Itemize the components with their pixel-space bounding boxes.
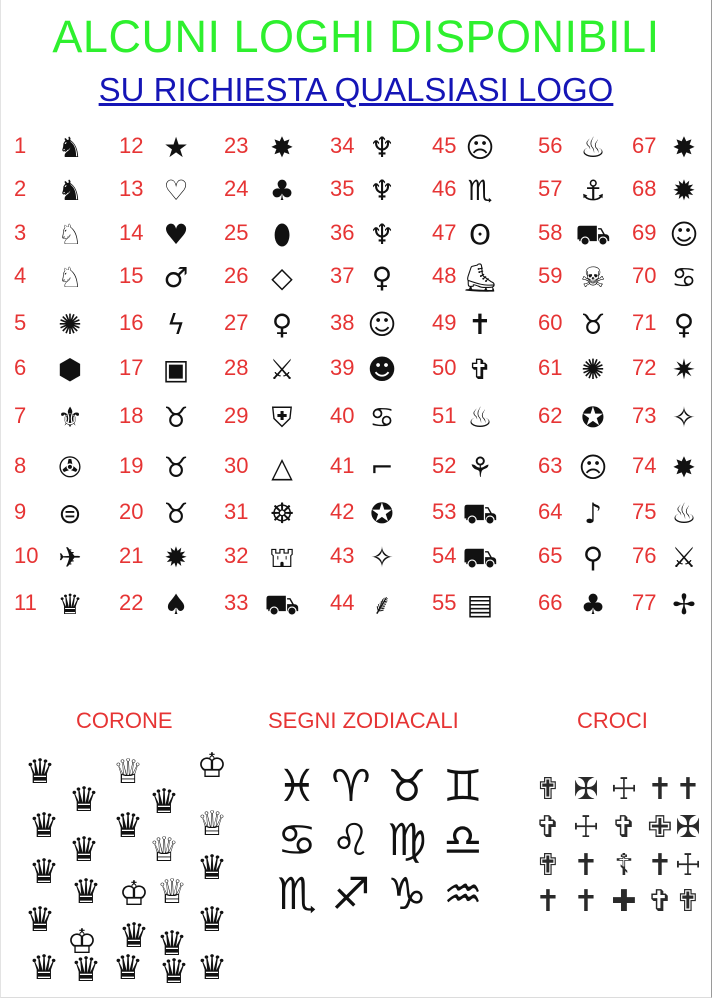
rottweiler-icon: ✪ bbox=[581, 401, 605, 434]
cross-icon: ☩ bbox=[572, 810, 600, 845]
logo-number-21: 21 bbox=[119, 543, 144, 568]
star-icon: ★ bbox=[163, 131, 189, 164]
logo-number-65: 65 bbox=[538, 543, 563, 568]
cartoon-head-icon: ☻ bbox=[367, 353, 397, 386]
cross-icon: ✟ bbox=[675, 884, 701, 919]
capricorn-icon: ♑ bbox=[387, 869, 427, 920]
logo-number-53: 53 bbox=[432, 499, 457, 524]
logo-number-19: 19 bbox=[119, 453, 144, 478]
logo-number-76: 76 bbox=[632, 543, 657, 568]
scorpion-icon: ♏ bbox=[467, 174, 493, 207]
logo-number-45: 45 bbox=[432, 133, 457, 158]
logo-number-75: 75 bbox=[632, 499, 657, 524]
logo-number-15: 15 bbox=[119, 263, 144, 288]
cartoon-figure-icon: ☺ bbox=[367, 308, 397, 341]
logo-number-34: 34 bbox=[330, 133, 355, 158]
crown-icon: ♛ bbox=[28, 948, 60, 988]
devil-face-icon: ☹ bbox=[465, 131, 495, 164]
eagle-icon: ✢ bbox=[672, 588, 696, 621]
cross-icon: ✝ bbox=[675, 772, 701, 807]
logo-number-24: 24 bbox=[224, 176, 249, 201]
logo-number-14: 14 bbox=[119, 220, 144, 245]
anchor-icon: ⚓ bbox=[580, 174, 606, 207]
truck-small-icon: ⛟ bbox=[575, 218, 611, 251]
logo-number-71: 71 bbox=[632, 310, 657, 335]
logo-number-20: 20 bbox=[119, 499, 144, 524]
lion-mane-icon: ✷ bbox=[672, 353, 696, 386]
lion-head-icon: ✸ bbox=[270, 131, 294, 164]
crown-icon: ♛ bbox=[112, 806, 144, 846]
scooter-rider-icon: ⛟ bbox=[264, 588, 300, 621]
high-heel-icon: ⌐ bbox=[370, 451, 394, 484]
logo-number-30: 30 bbox=[224, 453, 249, 478]
framed-lion-icon: ▣ bbox=[162, 353, 190, 386]
logo-number-40: 40 bbox=[330, 403, 355, 428]
crown-icon: ♛ bbox=[24, 752, 56, 792]
smurf-icon: ☺ bbox=[669, 218, 699, 251]
leo-icon: ♌ bbox=[331, 815, 371, 866]
lion-profile-icon: ✺ bbox=[581, 353, 605, 386]
mudflap-girl-icon: ♀ bbox=[271, 308, 293, 341]
tribal-flame-icon: ♨ bbox=[671, 497, 697, 530]
jesus-face-icon: ✞ bbox=[468, 353, 492, 386]
crown-icon: ♛ bbox=[112, 948, 144, 988]
section-title-crosses: CROCI bbox=[577, 708, 648, 733]
logo-number-7: 7 bbox=[14, 403, 27, 428]
truck-front-icon: ⛟ bbox=[462, 541, 498, 574]
sagittarius-icon: ♐ bbox=[331, 869, 371, 920]
rider-figure-icon: ⚘ bbox=[467, 451, 493, 484]
logo-number-48: 48 bbox=[432, 263, 457, 288]
logo-number-31: 31 bbox=[224, 499, 249, 524]
viking-head-icon: ⚔ bbox=[269, 353, 295, 386]
charging-bull-icon: ♉ bbox=[163, 451, 189, 484]
colosseum-spqr-icon: ⛫ bbox=[269, 541, 295, 574]
crown-icon: ♛ bbox=[196, 948, 228, 988]
logo-number-60: 60 bbox=[538, 310, 563, 335]
page-subtitle: SU RICHIESTA QUALSIASI LOGO bbox=[98, 71, 614, 108]
pinup-figure-icon: ♀ bbox=[371, 261, 393, 294]
logo-number-66: 66 bbox=[538, 590, 563, 615]
logo-number-17: 17 bbox=[119, 355, 144, 380]
logo-number-10: 10 bbox=[14, 543, 39, 568]
logo-number-12: 12 bbox=[119, 133, 144, 158]
logo-number-28: 28 bbox=[224, 355, 249, 380]
double-heart-icon: ♥ bbox=[163, 218, 189, 251]
betty-boop-icon: ♀ bbox=[673, 308, 695, 341]
crown-icon: ♕ bbox=[196, 804, 228, 844]
crown-icon: ♛ bbox=[196, 848, 228, 888]
aries-icon: ♈ bbox=[331, 761, 371, 812]
eagle-head-icon: ✧ bbox=[672, 401, 696, 434]
logo-number-72: 72 bbox=[632, 355, 657, 380]
page-title: ALCUNI LOGHI DISPONIBILI bbox=[52, 11, 660, 62]
bull-silhouette-icon: ♉ bbox=[580, 308, 606, 341]
logo-number-23: 23 bbox=[224, 133, 249, 158]
devil-girl-icon: ♆ bbox=[369, 218, 395, 251]
logo-number-52: 52 bbox=[432, 453, 457, 478]
sardinia-map-icon: ⬮ bbox=[273, 218, 291, 251]
heart-outline-icon: ♡ bbox=[163, 174, 189, 207]
crown-icon: ♛ bbox=[57, 588, 83, 621]
scorpio-icon: ♏ bbox=[277, 869, 317, 920]
padre-pio-icon: ✝ bbox=[468, 308, 492, 341]
crab-icon: ♋ bbox=[369, 401, 395, 434]
cross-icon: ✞ bbox=[611, 810, 637, 845]
logo-number-73: 73 bbox=[632, 403, 657, 428]
logo-number-22: 22 bbox=[119, 590, 144, 615]
cancer-icon: ♋ bbox=[277, 815, 317, 866]
logo-number-49: 49 bbox=[432, 310, 457, 335]
logo-number-41: 41 bbox=[330, 453, 355, 478]
logo-number-8: 8 bbox=[14, 453, 27, 478]
crown-icon: ♛ bbox=[28, 806, 60, 846]
daf-winged-logo-icon: ✈ bbox=[58, 541, 82, 574]
cross-icon: ✠ bbox=[675, 810, 701, 845]
logo-number-69: 69 bbox=[632, 220, 657, 245]
cat-icon: ♣ bbox=[580, 588, 606, 621]
logo-number-55: 55 bbox=[432, 590, 457, 615]
logo-number-59: 59 bbox=[538, 263, 563, 288]
logo-number-67: 67 bbox=[632, 133, 657, 158]
bear-head-icon: ✹ bbox=[672, 174, 696, 207]
cross-icon: ✞ bbox=[647, 884, 673, 919]
truck-side-icon: ⛟ bbox=[462, 497, 498, 530]
bull-head-icon: ♉ bbox=[163, 497, 189, 530]
horse-head-icon: ♞ bbox=[57, 131, 83, 164]
crown-icon: ♛ bbox=[24, 900, 56, 940]
libra-icon: ♎ bbox=[443, 815, 483, 866]
cross-icon: ✝ bbox=[647, 848, 673, 883]
logo-number-51: 51 bbox=[432, 403, 457, 428]
logo-number-70: 70 bbox=[632, 263, 657, 288]
logo-number-35: 35 bbox=[330, 176, 355, 201]
logo-number-43: 43 bbox=[330, 543, 355, 568]
logo-number-11: 11 bbox=[14, 590, 37, 615]
section-title-crowns: CORONE bbox=[76, 708, 173, 733]
logo-number-26: 26 bbox=[224, 263, 249, 288]
skull-icon: ☠ bbox=[580, 261, 606, 294]
cow-icon: ♉ bbox=[163, 401, 189, 434]
crown-icon: ♛ bbox=[68, 830, 100, 870]
crown-icon: ♔ bbox=[66, 922, 98, 962]
logo-number-36: 36 bbox=[330, 220, 355, 245]
logo-number-46: 46 bbox=[432, 176, 457, 201]
roller-skate-icon: ⛸ bbox=[462, 261, 498, 294]
logo-number-57: 57 bbox=[538, 176, 563, 201]
panther-icon: ✸ bbox=[672, 131, 696, 164]
logo-number-62: 62 bbox=[538, 403, 563, 428]
truck-cab-icon: ▤ bbox=[466, 588, 494, 621]
crown-icon: ♛ bbox=[68, 780, 100, 820]
crown-icon: ♔ bbox=[196, 746, 228, 786]
mercedes-star-icon: ✇ bbox=[58, 451, 82, 484]
tiger-head-icon: ✹ bbox=[164, 541, 188, 574]
logo-number-54: 54 bbox=[432, 543, 457, 568]
logo-number-32: 32 bbox=[224, 543, 249, 568]
crown-icon: ♛ bbox=[70, 872, 102, 912]
pig-face-icon: ♨ bbox=[580, 131, 606, 164]
horse-head-dark-icon: ♞ bbox=[57, 174, 83, 207]
logo-number-13: 13 bbox=[119, 176, 144, 201]
wolf-head-icon: ✸ bbox=[672, 451, 696, 484]
logo-number-37: 37 bbox=[330, 263, 355, 288]
rearing-horse-icon: ♘ bbox=[57, 218, 83, 251]
bulldog-icon: ✪ bbox=[370, 497, 394, 530]
crown-icon: ♛ bbox=[156, 924, 188, 964]
virgo-icon: ♍ bbox=[387, 815, 427, 866]
crown-icon: ♛ bbox=[118, 916, 150, 956]
crown-icon: ♕ bbox=[112, 752, 144, 792]
cross-icon: ✝ bbox=[535, 884, 561, 919]
shield-emblem-icon: ⚜ bbox=[57, 401, 83, 434]
four-clovers-icon: ♣ bbox=[269, 174, 295, 207]
angry-face-icon: ☹ bbox=[578, 451, 608, 484]
logo-number-4: 4 bbox=[14, 263, 27, 288]
crown-icon: ♛ bbox=[158, 952, 190, 992]
logo-number-47: 47 bbox=[432, 220, 457, 245]
volvo-logo-icon: ♂ bbox=[163, 261, 189, 294]
cross-icon: ✝ bbox=[647, 772, 673, 807]
logo-number-18: 18 bbox=[119, 403, 144, 428]
logo-number-9: 9 bbox=[14, 499, 27, 524]
cross-icon: ☦ bbox=[614, 848, 634, 883]
logo-number-56: 56 bbox=[538, 133, 563, 158]
logo-number-68: 68 bbox=[632, 176, 657, 201]
cross-icon: ☩ bbox=[610, 772, 638, 807]
crown-icon: ♕ bbox=[156, 872, 188, 912]
v8-emblem-icon: ⬢ bbox=[57, 353, 83, 386]
iveco-logo-icon: ⊜ bbox=[58, 497, 82, 530]
sicily-map-icon: △ bbox=[271, 451, 293, 484]
logo-number-6: 6 bbox=[14, 355, 27, 380]
cross-icon: ✝ bbox=[573, 848, 599, 883]
logo-number-1: 1 bbox=[14, 133, 27, 158]
cross-icon: ✞ bbox=[535, 810, 561, 845]
cross-icon: ✟ bbox=[535, 848, 561, 883]
trinacria-icon: ☸ bbox=[269, 497, 295, 530]
lightning-icon: ϟ bbox=[166, 308, 186, 341]
guitar-icon: ♪ bbox=[584, 497, 602, 530]
devil-figure-icon: ♆ bbox=[369, 131, 395, 164]
logo-number-64: 64 bbox=[538, 499, 563, 524]
section-title-zodiac: SEGNI ZODIACALI bbox=[268, 708, 459, 733]
crown-icon: ♕ bbox=[148, 830, 180, 870]
teddy-bear-icon: ʘ bbox=[468, 218, 492, 251]
feather-icon: ⸙ bbox=[371, 588, 393, 621]
cross-icon: ✟ bbox=[535, 772, 561, 807]
logo-number-38: 38 bbox=[330, 310, 355, 335]
cross-icon: ✙ bbox=[647, 810, 673, 845]
logo-number-16: 16 bbox=[119, 310, 144, 335]
crown-icon: ♔ bbox=[118, 874, 150, 914]
logo-number-61: 61 bbox=[538, 355, 563, 380]
devil-dancing-icon: ♆ bbox=[369, 174, 395, 207]
logo-number-74: 74 bbox=[632, 453, 657, 478]
logo-number-77: 77 bbox=[632, 590, 657, 615]
crown-icon: ♛ bbox=[28, 852, 60, 892]
logo-number-29: 29 bbox=[224, 403, 249, 428]
cross-icon: ✚ bbox=[611, 884, 637, 919]
cross-icon: ✝ bbox=[573, 884, 599, 919]
logo-number-63: 63 bbox=[538, 453, 563, 478]
prancing-horse-icon: ♘ bbox=[57, 261, 83, 294]
logo-number-42: 42 bbox=[330, 499, 355, 524]
logo-number-27: 27 bbox=[224, 310, 249, 335]
logo-number-58: 58 bbox=[538, 220, 563, 245]
logo-number-3: 3 bbox=[14, 220, 27, 245]
angel-icon: ✧ bbox=[370, 541, 394, 574]
crown-icon: ♛ bbox=[196, 900, 228, 940]
bunny-icon: ♠ bbox=[163, 588, 189, 621]
tribal-icon: ♨ bbox=[467, 401, 493, 434]
logo-number-2: 2 bbox=[14, 176, 27, 201]
crown-icon: ♛ bbox=[148, 782, 180, 822]
sardinia-flag-shield-icon: ⛨ bbox=[271, 401, 293, 434]
gemini-icon: ♊ bbox=[443, 761, 483, 812]
cross-icon: ☩ bbox=[674, 848, 702, 883]
viking-bust-icon: ⚔ bbox=[671, 541, 697, 574]
logo-number-39: 39 bbox=[330, 355, 355, 380]
aquarius-icon: ♒ bbox=[443, 869, 483, 920]
pisces-icon: ♓ bbox=[277, 761, 317, 812]
logo-number-33: 33 bbox=[224, 590, 249, 615]
pacifier-icon: ⚲ bbox=[582, 541, 604, 574]
crab-outline-icon: ♋ bbox=[671, 261, 697, 294]
diamond-icon: ◇ bbox=[271, 261, 293, 294]
cross-icon: ✠ bbox=[573, 772, 599, 807]
crown-icon: ♛ bbox=[70, 950, 102, 990]
logo-number-5: 5 bbox=[14, 310, 27, 335]
logo-number-50: 50 bbox=[432, 355, 457, 380]
logo-number-44: 44 bbox=[330, 590, 355, 615]
dragon-icon: ✺ bbox=[58, 308, 82, 341]
logo-number-25: 25 bbox=[224, 220, 249, 245]
taurus-icon: ♉ bbox=[387, 761, 427, 812]
